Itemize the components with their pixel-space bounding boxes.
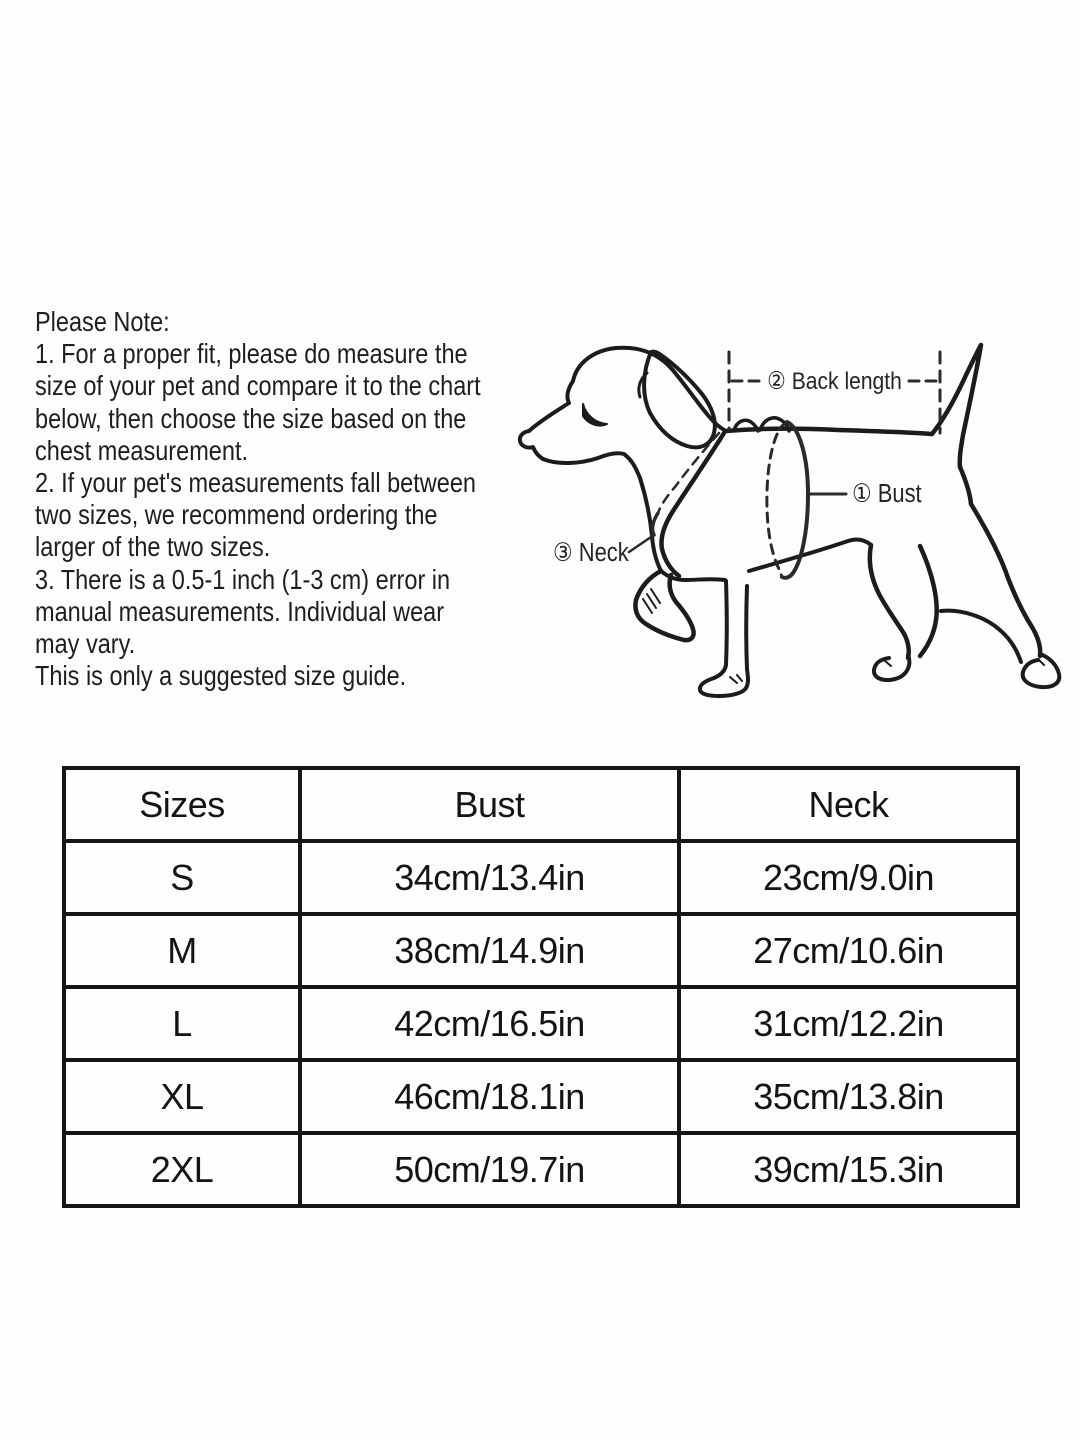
note-line: manual measurements. Individual wear xyxy=(35,595,445,627)
size-table xyxy=(62,766,1020,1208)
size-cell: 2XL xyxy=(64,1133,300,1206)
neck-cell: 39cm/15.3in xyxy=(679,1133,1018,1206)
note-line: Please Note: xyxy=(35,306,170,337)
neck-cell: 31cm/12.2in xyxy=(679,987,1018,1060)
table-header-row xyxy=(64,768,1018,841)
notes-section xyxy=(35,306,481,692)
size-cell: L xyxy=(64,987,300,1060)
bust-label: ① Bust xyxy=(852,480,922,508)
table-row xyxy=(64,1133,1018,1206)
note-line: size of your pet and compare it to the chart xyxy=(35,370,481,402)
note-line: 2. If your pet's measurements fall between xyxy=(35,467,477,499)
neck-label: ③ Neck xyxy=(553,539,629,567)
table-row xyxy=(64,987,1018,1060)
neck-cell: 27cm/10.6in xyxy=(679,914,1018,987)
bust-cell: 34cm/13.4in xyxy=(300,841,679,914)
header-sizes: Sizes xyxy=(64,768,300,841)
size-cell: XL xyxy=(64,1060,300,1133)
header-neck: Neck xyxy=(679,768,1018,841)
size-cell: M xyxy=(64,914,300,987)
bust-cell: 46cm/18.1in xyxy=(300,1060,679,1133)
table-row xyxy=(64,841,1018,914)
note-line: larger of the two sizes. xyxy=(35,531,271,563)
header-bust: Bust xyxy=(300,768,679,841)
table-row xyxy=(64,1060,1018,1133)
size-cell: S xyxy=(64,841,300,914)
bust-cell: 42cm/16.5in xyxy=(300,987,679,1060)
note-line: 1. For a proper fit, please do measure the xyxy=(35,338,468,370)
note-line: chest measurement. xyxy=(35,434,249,466)
neck-cell: 23cm/9.0in xyxy=(679,841,1018,914)
bust-cell: 38cm/14.9in xyxy=(300,914,679,987)
note-line: below, then choose the size based on the xyxy=(35,402,467,434)
note-line: This is only a suggested size guide. xyxy=(35,660,407,692)
neck-cell: 35cm/13.8in xyxy=(679,1060,1018,1133)
note-line: two sizes, we recommend ordering the xyxy=(35,499,438,531)
back-length-label: ② Back length xyxy=(767,368,902,395)
table-row xyxy=(64,914,1018,987)
bust-cell: 50cm/19.7in xyxy=(300,1133,679,1206)
note-line: 3. There is a 0.5-1 inch (1-3 cm) error in xyxy=(35,563,451,595)
note-line: may vary. xyxy=(35,628,136,660)
